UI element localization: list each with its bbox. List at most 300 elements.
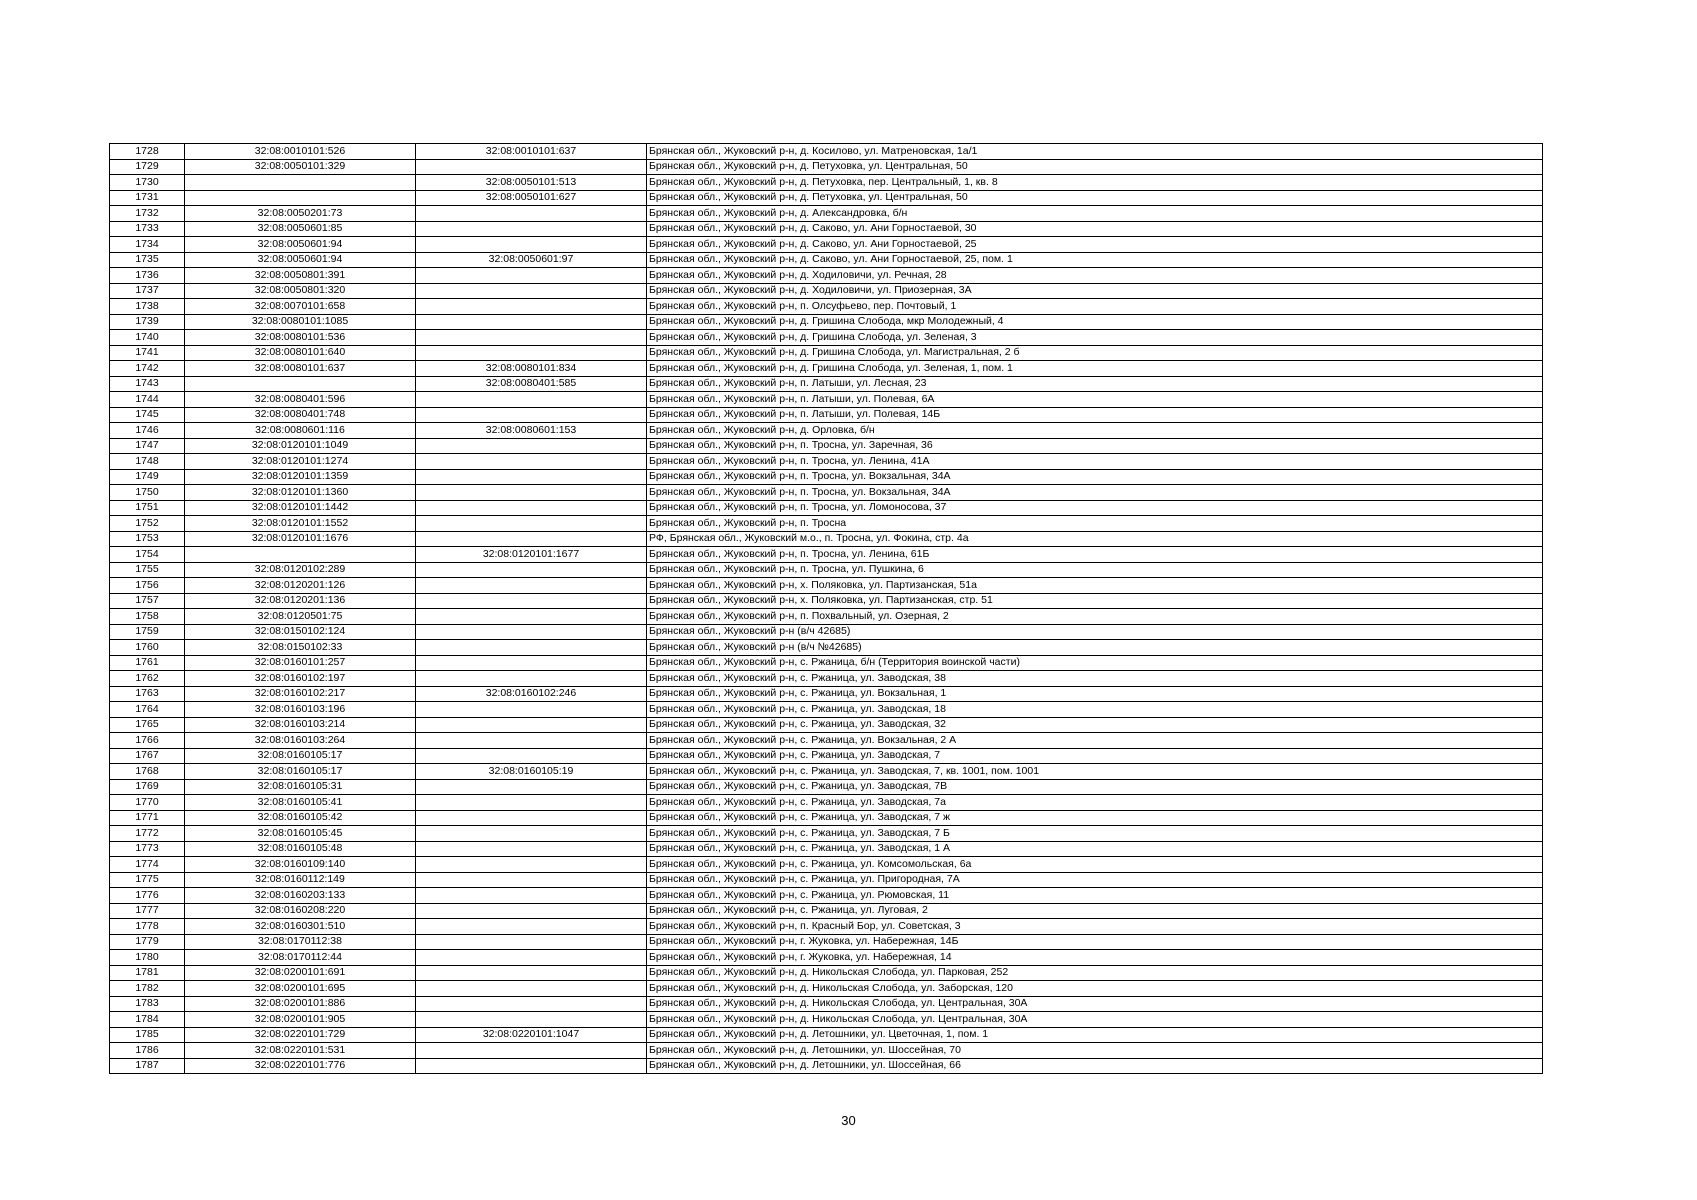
row-number-cell: 1762 [110, 671, 185, 687]
table-row [110, 624, 1543, 640]
sub-cadastral-number-cell [416, 531, 647, 547]
table-row [110, 733, 1543, 749]
sub-cadastral-number-cell [416, 640, 647, 656]
row-number-cell: 1729 [110, 159, 185, 175]
table-row [110, 578, 1543, 594]
row-number-cell: 1750 [110, 485, 185, 501]
cadastral-number-cell: 32:08:0120101:1274 [185, 454, 416, 470]
address-cell: Брянская обл., Жуковский р-н, д. Гришина Слобода, ул. Магистральная, 2 б [647, 345, 1543, 361]
cadastral-number-cell: 32:08:0220101:776 [185, 1058, 416, 1074]
row-number-cell: 1766 [110, 733, 185, 749]
table-row [110, 888, 1543, 904]
address-cell: Брянская обл., Жуковский р-н, д. Саково, ул. Ани Горностаевой, 25 [647, 237, 1543, 253]
cadastral-number-cell: 32:08:0120101:1049 [185, 438, 416, 454]
row-number-cell: 1757 [110, 593, 185, 609]
cadastral-number-cell: 32:08:0200101:695 [185, 981, 416, 997]
cadastral-number-cell: 32:08:0080101:1085 [185, 314, 416, 330]
table-row [110, 826, 1543, 842]
address-cell: Брянская обл., Жуковский р-н, д. Саково, ул. Ани Горностаевой, 25, пом. 1 [647, 252, 1543, 268]
row-number-cell: 1780 [110, 950, 185, 966]
row-number-cell: 1769 [110, 779, 185, 795]
cadastral-number-cell: 32:08:0160102:217 [185, 686, 416, 702]
table-row [110, 237, 1543, 253]
sub-cadastral-number-cell [416, 996, 647, 1012]
page-number: 30 [841, 1113, 856, 1128]
table-row [110, 423, 1543, 439]
table-row [110, 996, 1543, 1012]
address-cell: Брянская обл., Жуковский р-н, д. Летошники, ул. Шоссейная, 70 [647, 1043, 1543, 1059]
row-number-cell: 1737 [110, 283, 185, 299]
table-row [110, 206, 1543, 222]
address-cell: Брянская обл., Жуковский р-н, с. Ржаница, ул. Заводская, 38 [647, 671, 1543, 687]
table-row [110, 547, 1543, 563]
table-row [110, 299, 1543, 315]
row-number-cell: 1760 [110, 640, 185, 656]
cadastral-number-cell: 32:08:0160208:220 [185, 903, 416, 919]
sub-cadastral-number-cell [416, 671, 647, 687]
row-number-cell: 1768 [110, 764, 185, 780]
cadastral-number-cell: 32:08:0120101:1442 [185, 500, 416, 516]
cadastral-number-cell: 32:08:0160105:42 [185, 810, 416, 826]
table-row [110, 702, 1543, 718]
cadastral-number-cell: 32:08:0050801:320 [185, 283, 416, 299]
table-row [110, 841, 1543, 857]
table-row [110, 779, 1543, 795]
cadastral-number-cell: 32:08:0050601:94 [185, 237, 416, 253]
table-row [110, 609, 1543, 625]
sub-cadastral-number-cell [416, 314, 647, 330]
cadastral-number-cell: 32:08:0160105:17 [185, 748, 416, 764]
row-number-cell: 1773 [110, 841, 185, 857]
row-number-cell: 1774 [110, 857, 185, 873]
row-number-cell: 1745 [110, 407, 185, 423]
row-number-cell: 1728 [110, 144, 185, 160]
address-cell: Брянская обл., Жуковский р-н, д. Никольская Слобода, ул. Заборская, 120 [647, 981, 1543, 997]
table-row [110, 144, 1543, 160]
cadastral-number-cell: 32:08:0080601:116 [185, 423, 416, 439]
table-row [110, 175, 1543, 191]
cadastral-number-cell [185, 547, 416, 563]
cadastral-number-cell: 32:08:0170112:44 [185, 950, 416, 966]
cadastral-number-cell: 32:08:0070101:658 [185, 299, 416, 315]
address-cell: Брянская обл., Жуковский р-н, д. Петуховка, ул. Центральная, 50 [647, 190, 1543, 206]
cadastral-number-cell: 32:08:0200101:691 [185, 965, 416, 981]
address-cell: Брянская обл., Жуковский р-н, д. Летошники, ул. Шоссейная, 66 [647, 1058, 1543, 1074]
cadastral-number-cell: 32:08:0150102:124 [185, 624, 416, 640]
row-number-cell: 1739 [110, 314, 185, 330]
table-row [110, 469, 1543, 485]
sub-cadastral-number-cell: 32:08:0080101:834 [416, 361, 647, 377]
sub-cadastral-number-cell [416, 562, 647, 578]
table-row [110, 500, 1543, 516]
cadastral-number-cell [185, 190, 416, 206]
cadastral-number-cell: 32:08:0160203:133 [185, 888, 416, 904]
row-number-cell: 1765 [110, 717, 185, 733]
table-row [110, 283, 1543, 299]
row-number-cell: 1741 [110, 345, 185, 361]
table-row [110, 361, 1543, 377]
row-number-cell: 1732 [110, 206, 185, 222]
table-row [110, 764, 1543, 780]
sub-cadastral-number-cell: 32:08:0010101:637 [416, 144, 647, 160]
cadastral-number-cell: 32:08:0120102:289 [185, 562, 416, 578]
cadastral-number-cell: 32:08:0200101:886 [185, 996, 416, 1012]
cadastral-number-cell: 32:08:0080101:637 [185, 361, 416, 377]
address-cell: Брянская обл., Жуковский р-н, с. Ржаница, ул. Заводская, 7 [647, 748, 1543, 764]
row-number-cell: 1754 [110, 547, 185, 563]
row-number-cell: 1748 [110, 454, 185, 470]
address-cell: Брянская обл., Жуковский р-н, с. Ржаница, ул. Заводская, 1 А [647, 841, 1543, 857]
table-row [110, 640, 1543, 656]
table-row [110, 748, 1543, 764]
table-row [110, 593, 1543, 609]
sub-cadastral-number-cell [416, 268, 647, 284]
row-number-cell: 1756 [110, 578, 185, 594]
cadastral-number-cell: 32:08:0120101:1552 [185, 516, 416, 532]
sub-cadastral-number-cell [416, 283, 647, 299]
sub-cadastral-number-cell [416, 438, 647, 454]
sub-cadastral-number-cell [416, 919, 647, 935]
row-number-cell: 1761 [110, 655, 185, 671]
cadastral-number-cell: 32:08:0010101:526 [185, 144, 416, 160]
sub-cadastral-number-cell [416, 345, 647, 361]
row-number-cell: 1755 [110, 562, 185, 578]
cadastral-number-cell: 32:08:0160109:140 [185, 857, 416, 873]
row-number-cell: 1753 [110, 531, 185, 547]
row-number-cell: 1787 [110, 1058, 185, 1074]
address-cell: Брянская обл., Жуковский р-н, с. Ржаница, ул. Заводская, 18 [647, 702, 1543, 718]
table-row [110, 314, 1543, 330]
cadastral-number-cell: 32:08:0160103:196 [185, 702, 416, 718]
table-row [110, 159, 1543, 175]
sub-cadastral-number-cell [416, 330, 647, 346]
cadastral-number-cell: 32:08:0160301:510 [185, 919, 416, 935]
row-number-cell: 1770 [110, 795, 185, 811]
table-row [110, 965, 1543, 981]
sub-cadastral-number-cell: 32:08:0080401:585 [416, 376, 647, 392]
row-number-cell: 1772 [110, 826, 185, 842]
sub-cadastral-number-cell [416, 1012, 647, 1028]
sub-cadastral-number-cell [416, 1043, 647, 1059]
address-cell: Брянская обл., Жуковский р-н, с. Ржаница, ул. Рюмовская, 11 [647, 888, 1543, 904]
table-row [110, 330, 1543, 346]
address-cell: Брянская обл., Жуковский р-н (в/ч №42685) [647, 640, 1543, 656]
address-cell: РФ, Брянская обл., Жуковский м.о., п. Тросна, ул. Фокина, стр. 4а [647, 531, 1543, 547]
address-cell: Брянская обл., Жуковский р-н, с. Ржаница, ул. Пригородная, 7А [647, 872, 1543, 888]
address-cell: Брянская обл., Жуковский р-н, х. Поляковка, ул. Партизанская, 51а [647, 578, 1543, 594]
row-number-cell: 1779 [110, 934, 185, 950]
table-row [110, 810, 1543, 826]
address-cell: Брянская обл., Жуковский р-н, д. Гришина Слобода, ул. Зеленая, 1, пом. 1 [647, 361, 1543, 377]
address-cell: Брянская обл., Жуковский р-н, с. Ржаница, ул. Заводская, 7, кв. 1001, пом. 1001 [647, 764, 1543, 780]
row-number-cell: 1747 [110, 438, 185, 454]
table-row [110, 919, 1543, 935]
sub-cadastral-number-cell [416, 702, 647, 718]
address-cell: Брянская обл., Жуковский р-н, п. Тросна, ул. Вокзальная, 34А [647, 485, 1543, 501]
sub-cadastral-number-cell [416, 934, 647, 950]
sub-cadastral-number-cell [416, 965, 647, 981]
address-cell: Брянская обл., Жуковский р-н, п. Тросна, ул. Ленина, 61Б [647, 547, 1543, 563]
table-row [110, 1058, 1543, 1074]
table-row [110, 190, 1543, 206]
sub-cadastral-number-cell [416, 624, 647, 640]
row-number-cell: 1733 [110, 221, 185, 237]
sub-cadastral-number-cell [416, 857, 647, 873]
row-number-cell: 1730 [110, 175, 185, 191]
sub-cadastral-number-cell [416, 578, 647, 594]
cadastral-number-cell: 32:08:0160103:214 [185, 717, 416, 733]
sub-cadastral-number-cell [416, 469, 647, 485]
row-number-cell: 1783 [110, 996, 185, 1012]
row-number-cell: 1786 [110, 1043, 185, 1059]
sub-cadastral-number-cell [416, 748, 647, 764]
cadastral-number-cell: 32:08:0050201:73 [185, 206, 416, 222]
address-cell: Брянская обл., Жуковский р-н, с. Ржаница, ул. Комсомольская, 6а [647, 857, 1543, 873]
cadastral-number-cell: 32:08:0160112:149 [185, 872, 416, 888]
sub-cadastral-number-cell [416, 237, 647, 253]
address-cell: Брянская обл., Жуковский р-н, п. Похвальный, ул. Озерная, 2 [647, 609, 1543, 625]
row-number-cell: 1744 [110, 392, 185, 408]
sub-cadastral-number-cell [416, 841, 647, 857]
sub-cadastral-number-cell: 32:08:0050101:513 [416, 175, 647, 191]
cadastral-number-cell: 32:08:0050801:391 [185, 268, 416, 284]
sub-cadastral-number-cell [416, 733, 647, 749]
sub-cadastral-number-cell [416, 888, 647, 904]
row-number-cell: 1740 [110, 330, 185, 346]
sub-cadastral-number-cell: 32:08:0050601:97 [416, 252, 647, 268]
sub-cadastral-number-cell [416, 392, 647, 408]
sub-cadastral-number-cell [416, 950, 647, 966]
row-number-cell: 1735 [110, 252, 185, 268]
table-row [110, 376, 1543, 392]
table-row [110, 655, 1543, 671]
address-cell: Брянская обл., Жуковский р-н, с. Ржаница, ул. Вокзальная, 1 [647, 686, 1543, 702]
table-row [110, 516, 1543, 532]
table-row [110, 345, 1543, 361]
address-cell: Брянская обл., Жуковский р-н, д. Петуховка, пер. Центральный, 1, кв. 8 [647, 175, 1543, 191]
address-cell: Брянская обл., Жуковский р-н, д. Гришина Слобода, ул. Зеленая, 3 [647, 330, 1543, 346]
sub-cadastral-number-cell [416, 779, 647, 795]
address-cell: Брянская обл., Жуковский р-н, д. Орловка, б/н [647, 423, 1543, 439]
sub-cadastral-number-cell: 32:08:0080601:153 [416, 423, 647, 439]
sub-cadastral-number-cell [416, 407, 647, 423]
row-number-cell: 1767 [110, 748, 185, 764]
row-number-cell: 1758 [110, 609, 185, 625]
row-number-cell: 1738 [110, 299, 185, 315]
table-row [110, 903, 1543, 919]
address-cell: Брянская обл., Жуковский р-н, д. Никольская Слобода, ул. Парковая, 252 [647, 965, 1543, 981]
address-cell: Брянская обл., Жуковский р-н, с. Ржаница, ул. Вокзальная, 2 А [647, 733, 1543, 749]
row-number-cell: 1746 [110, 423, 185, 439]
address-cell: Брянская обл., Жуковский р-н, д. Александровка, б/н [647, 206, 1543, 222]
sub-cadastral-number-cell [416, 206, 647, 222]
row-number-cell: 1734 [110, 237, 185, 253]
cadastral-number-cell: 32:08:0160105:48 [185, 841, 416, 857]
sub-cadastral-number-cell [416, 655, 647, 671]
address-cell: Брянская обл., Жуковский р-н, с. Ржаница, ул. Заводская, 7 ж [647, 810, 1543, 826]
sub-cadastral-number-cell [416, 454, 647, 470]
row-number-cell: 1752 [110, 516, 185, 532]
row-number-cell: 1776 [110, 888, 185, 904]
sub-cadastral-number-cell [416, 872, 647, 888]
address-cell: Брянская обл., Жуковский р-н, с. Ржаница, ул. Заводская, 32 [647, 717, 1543, 733]
table-row [110, 795, 1543, 811]
cadastral-number-cell: 32:08:0160105:41 [185, 795, 416, 811]
cadastral-number-cell: 32:08:0050601:85 [185, 221, 416, 237]
sub-cadastral-number-cell [416, 221, 647, 237]
sub-cadastral-number-cell: 32:08:0050101:627 [416, 190, 647, 206]
table-row [110, 268, 1543, 284]
sub-cadastral-number-cell [416, 500, 647, 516]
table-row [110, 454, 1543, 470]
address-cell: Брянская обл., Жуковский р-н, х. Поляковка, ул. Партизанская, стр. 51 [647, 593, 1543, 609]
cadastral-number-cell: 32:08:0220101:531 [185, 1043, 416, 1059]
address-cell: Брянская обл., Жуковский р-н, г. Жуковка, ул. Набережная, 14Б [647, 934, 1543, 950]
table-row [110, 934, 1543, 950]
table-row [110, 717, 1543, 733]
address-cell: Брянская обл., Жуковский р-н, д. Летошники, ул. Цветочная, 1, пом. 1 [647, 1027, 1543, 1043]
table-row [110, 1027, 1543, 1043]
address-cell: Брянская обл., Жуковский р-н, п. Латыши, ул. Полевая, 6А [647, 392, 1543, 408]
table-row [110, 872, 1543, 888]
table-row [110, 981, 1543, 997]
address-cell: Брянская обл., Жуковский р-н, д. Петуховка, ул. Центральная, 50 [647, 159, 1543, 175]
cadastral-number-cell: 32:08:0200101:905 [185, 1012, 416, 1028]
cadastral-number-cell [185, 376, 416, 392]
table-row [110, 252, 1543, 268]
table-row [110, 531, 1543, 547]
sub-cadastral-number-cell [416, 609, 647, 625]
cadastral-number-cell: 32:08:0150102:33 [185, 640, 416, 656]
cadastral-number-cell: 32:08:0170112:38 [185, 934, 416, 950]
cadastral-number-cell: 32:08:0120101:1359 [185, 469, 416, 485]
cadastral-number-cell: 32:08:0220101:729 [185, 1027, 416, 1043]
row-number-cell: 1785 [110, 1027, 185, 1043]
address-cell: Брянская обл., Жуковский р-н, с. Ржаница, ул. Луговая, 2 [647, 903, 1543, 919]
address-cell: Брянская обл., Жуковский р-н, с. Ржаница, ул. Заводская, 7а [647, 795, 1543, 811]
table-row [110, 950, 1543, 966]
table-row [110, 686, 1543, 702]
address-cell: Брянская обл., Жуковский р-н, п. Тросна [647, 516, 1543, 532]
address-cell: Брянская обл., Жуковский р-н, д. Гришина Слобода, мкр Молодежный, 4 [647, 314, 1543, 330]
sub-cadastral-number-cell [416, 299, 647, 315]
cadastral-number-cell: 32:08:0160103:264 [185, 733, 416, 749]
row-number-cell: 1778 [110, 919, 185, 935]
sub-cadastral-number-cell [416, 485, 647, 501]
address-cell: Брянская обл., Жуковский р-н, г. Жуковка, ул. Набережная, 14 [647, 950, 1543, 966]
row-number-cell: 1777 [110, 903, 185, 919]
table-row [110, 392, 1543, 408]
address-cell: Брянская обл., Жуковский р-н, д. Саково, ул. Ани Горностаевой, 30 [647, 221, 1543, 237]
cadastral-number-cell: 32:08:0080401:596 [185, 392, 416, 408]
table-row [110, 857, 1543, 873]
table-row [110, 221, 1543, 237]
address-cell: Брянская обл., Жуковский р-н, д. Косилово, ул. Матреновская, 1а/1 [647, 144, 1543, 160]
row-number-cell: 1731 [110, 190, 185, 206]
address-cell: Брянская обл., Жуковский р-н, д. Никольская Слобода, ул. Центральная, 30А [647, 996, 1543, 1012]
sub-cadastral-number-cell: 32:08:0160105:19 [416, 764, 647, 780]
cadastral-number-cell: 32:08:0050601:94 [185, 252, 416, 268]
cadastral-number-cell: 32:08:0160101:257 [185, 655, 416, 671]
row-number-cell: 1771 [110, 810, 185, 826]
address-cell: Брянская обл., Жуковский р-н, с. Ржаница, ул. Заводская, 7В [647, 779, 1543, 795]
sub-cadastral-number-cell: 32:08:0160102:246 [416, 686, 647, 702]
sub-cadastral-number-cell [416, 795, 647, 811]
cadastral-number-cell: 32:08:0050101:329 [185, 159, 416, 175]
address-cell: Брянская обл., Жуковский р-н, п. Олсуфьево, пер. Почтовый, 1 [647, 299, 1543, 315]
address-cell: Брянская обл., Жуковский р-н, с. Ржаница, ул. Заводская, 7 Б [647, 826, 1543, 842]
row-number-cell: 1782 [110, 981, 185, 997]
address-cell: Брянская обл., Жуковский р-н (в/ч 42685) [647, 624, 1543, 640]
sub-cadastral-number-cell [416, 159, 647, 175]
row-number-cell: 1775 [110, 872, 185, 888]
sub-cadastral-number-cell [416, 1058, 647, 1074]
sub-cadastral-number-cell [416, 593, 647, 609]
cadastral-number-cell: 32:08:0120201:136 [185, 593, 416, 609]
sub-cadastral-number-cell [416, 981, 647, 997]
row-number-cell: 1764 [110, 702, 185, 718]
sub-cadastral-number-cell [416, 826, 647, 842]
registry-table-body [110, 144, 1543, 1074]
address-cell: Брянская обл., Жуковский р-н, п. Тросна, ул. Ломоносова, 37 [647, 500, 1543, 516]
address-cell: Брянская обл., Жуковский р-н, п. Тросна, ул. Ленина, 41А [647, 454, 1543, 470]
sub-cadastral-number-cell [416, 717, 647, 733]
row-number-cell: 1763 [110, 686, 185, 702]
table-row [110, 562, 1543, 578]
cadastral-number-cell [185, 175, 416, 191]
address-cell: Брянская обл., Жуковский р-н, п. Тросна, ул. Заречная, 36 [647, 438, 1543, 454]
address-cell: Брянская обл., Жуковский р-н, с. Ржаница, б/н (Территория воинской части) [647, 655, 1543, 671]
address-cell: Брянская обл., Жуковский р-н, п. Латыши, ул. Полевая, 14Б [647, 407, 1543, 423]
registry-table [109, 143, 1543, 1074]
sub-cadastral-number-cell [416, 903, 647, 919]
cadastral-number-cell: 32:08:0120201:126 [185, 578, 416, 594]
address-cell: Брянская обл., Жуковский р-н, д. Ходиловичи, ул. Речная, 28 [647, 268, 1543, 284]
cadastral-number-cell: 32:08:0080101:640 [185, 345, 416, 361]
table-row [110, 438, 1543, 454]
row-number-cell: 1751 [110, 500, 185, 516]
address-cell: Брянская обл., Жуковский р-н, д. Ходиловичи, ул. Приозерная, 3А [647, 283, 1543, 299]
row-number-cell: 1781 [110, 965, 185, 981]
sub-cadastral-number-cell: 32:08:0120101:1677 [416, 547, 647, 563]
table-row [110, 485, 1543, 501]
address-cell: Брянская обл., Жуковский р-н, п. Латыши, ул. Лесная, 23 [647, 376, 1543, 392]
row-number-cell: 1759 [110, 624, 185, 640]
row-number-cell: 1736 [110, 268, 185, 284]
table-row [110, 1043, 1543, 1059]
table-row [110, 407, 1543, 423]
address-cell: Брянская обл., Жуковский р-н, п. Тросна, ул. Пушкина, 6 [647, 562, 1543, 578]
sub-cadastral-number-cell [416, 516, 647, 532]
sub-cadastral-number-cell: 32:08:0220101:1047 [416, 1027, 647, 1043]
cadastral-number-cell: 32:08:0120101:1676 [185, 531, 416, 547]
cadastral-number-cell: 32:08:0080101:536 [185, 330, 416, 346]
address-cell: Брянская обл., Жуковский р-н, д. Никольская Слобода, ул. Центральная, 30А [647, 1012, 1543, 1028]
cadastral-number-cell: 32:08:0120101:1360 [185, 485, 416, 501]
address-cell: Брянская обл., Жуковский р-н, п. Красный Бор, ул. Советская, 3 [647, 919, 1543, 935]
cadastral-number-cell: 32:08:0160105:45 [185, 826, 416, 842]
table-row [110, 671, 1543, 687]
cadastral-number-cell: 32:08:0160105:17 [185, 764, 416, 780]
address-cell: Брянская обл., Жуковский р-н, п. Тросна, ул. Вокзальная, 34А [647, 469, 1543, 485]
cadastral-number-cell: 32:08:0120501:75 [185, 609, 416, 625]
table-row [110, 1012, 1543, 1028]
sub-cadastral-number-cell [416, 810, 647, 826]
cadastral-number-cell: 32:08:0080401:748 [185, 407, 416, 423]
row-number-cell: 1749 [110, 469, 185, 485]
row-number-cell: 1743 [110, 376, 185, 392]
cadastral-number-cell: 32:08:0160105:31 [185, 779, 416, 795]
